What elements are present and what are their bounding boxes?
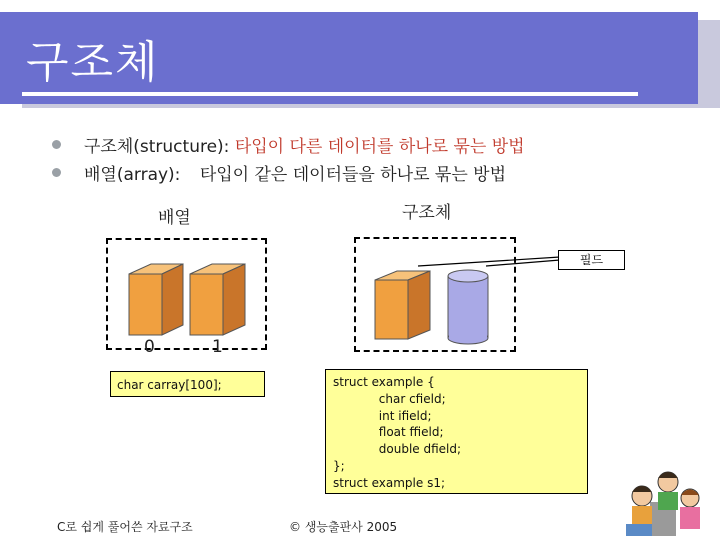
struct-field-cylinder	[448, 270, 488, 344]
footer-copyright: © 생능출판사 2005	[289, 520, 398, 534]
struct-code-line: char cfield;	[333, 391, 446, 406]
struct-label: 구조체	[402, 203, 452, 223]
slide-title: 구조체	[26, 37, 160, 88]
bullet-term: 배열(array):	[84, 165, 181, 185]
array-index-1: 1	[212, 337, 223, 357]
footer-book-title: C로 쉽게 풀어쓴 자료구조	[57, 520, 193, 534]
array-label: 배열	[158, 208, 191, 228]
struct-code-line: float ffield;	[333, 425, 444, 440]
struct-code-line: };	[333, 458, 345, 473]
array-element-1-cube	[190, 264, 245, 335]
bullet-desc: 타입이 같은 데이터들을 하나로 묶는 방법	[199, 165, 507, 185]
struct-field-cube	[375, 271, 430, 339]
people-clipart-icon	[620, 462, 710, 538]
struct-code-line: struct example s1;	[333, 475, 446, 490]
struct-code-line: int ifield;	[333, 408, 432, 423]
struct-code-box	[325, 369, 588, 494]
struct-code-line: double dfield;	[333, 442, 462, 457]
struct-code-line: struct example {	[333, 375, 435, 389]
array-index-0: 0	[144, 337, 155, 357]
bullet-term: 구조체(structure):	[84, 137, 230, 157]
array-code: char carray[100];	[117, 378, 222, 392]
field-label-box	[558, 250, 625, 270]
array-element-0-cube	[129, 264, 183, 335]
field-label: 필드	[579, 253, 604, 267]
array-code-box	[110, 371, 265, 397]
bullet-desc: 타입이 다른 데이터를 하나로 묶는 방법	[234, 137, 525, 157]
